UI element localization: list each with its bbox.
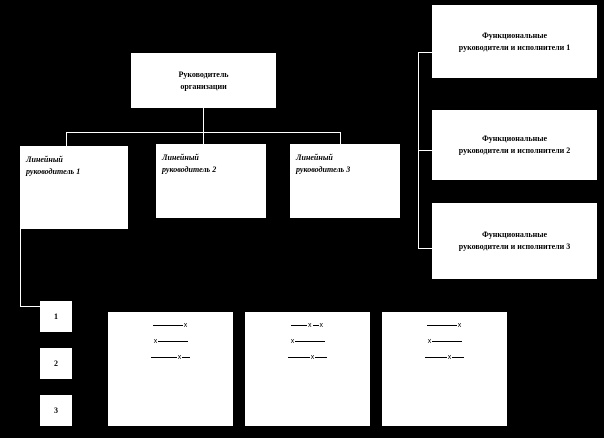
legend-number-2: 2 <box>40 348 72 379</box>
legend-panel-3-row-2: x <box>382 336 507 346</box>
connector-func-3 <box>418 248 432 249</box>
legend-panel-3-row-3: x <box>382 352 507 362</box>
legend-panel-1 <box>108 312 233 426</box>
box-head-line-2: организации <box>180 81 227 91</box>
legend-panel-2-row-3: x <box>245 352 370 362</box>
connector-drop-manager-1 <box>66 132 67 146</box>
box-line-manager-3-line-2: руководитель 3 <box>296 164 351 174</box>
connector-vertical-top <box>203 108 204 132</box>
connector-func-2 <box>418 150 432 151</box>
box-functional-2 <box>432 110 597 180</box>
box-functional-3-line-1: Функциональные <box>481 230 548 240</box>
legend-panel-1-row-1: x <box>108 320 233 330</box>
legend-panel-3 <box>382 312 507 426</box>
legend-panel-2-row-1: x x <box>245 320 370 330</box>
box-line-manager-3-line-1: Линейный <box>296 153 333 162</box>
connector-right-spine <box>418 52 419 248</box>
box-functional-3 <box>432 203 597 279</box>
box-line-manager-1-line-2: руководитель 1 <box>26 166 81 176</box>
box-functional-2-line-1: Функциональные <box>481 134 548 144</box>
box-functional-1-line-2: руководители и исполнители 1 <box>458 42 571 52</box>
box-head-line-1: Руководитель <box>178 69 229 79</box>
legend-panel-2-row-2: x <box>245 336 370 346</box>
legend-panel-3-row-1: x <box>382 320 507 330</box>
legend-panel-2 <box>245 312 370 426</box>
legend-panel-1-row-3: x <box>108 352 233 362</box>
connector-func-1 <box>418 52 432 53</box>
box-line-manager-2-line-1: Линейный <box>162 153 199 162</box>
box-line-manager-3 <box>290 144 400 218</box>
box-line-manager-2-line-2: руководитель 2 <box>162 164 217 174</box>
box-head-of-organization <box>131 53 276 108</box>
legend-number-3: 3 <box>40 395 72 426</box>
box-line-manager-1 <box>20 146 128 229</box>
box-functional-1 <box>432 5 597 78</box>
connector-left-stub-bottom <box>20 306 40 307</box>
box-functional-2-line-2: руководители и исполнители 2 <box>458 146 571 155</box>
box-functional-3-line-2: руководители и исполнители 3 <box>458 242 571 251</box>
box-line-manager-2 <box>156 144 266 218</box>
legend-number-1: 1 <box>40 301 72 332</box>
legend-panel-1-row-2: x <box>108 336 233 346</box>
box-line-manager-1-line-1: Линейный <box>26 155 63 164</box>
box-functional-1-line-1: Функциональные <box>481 30 548 40</box>
